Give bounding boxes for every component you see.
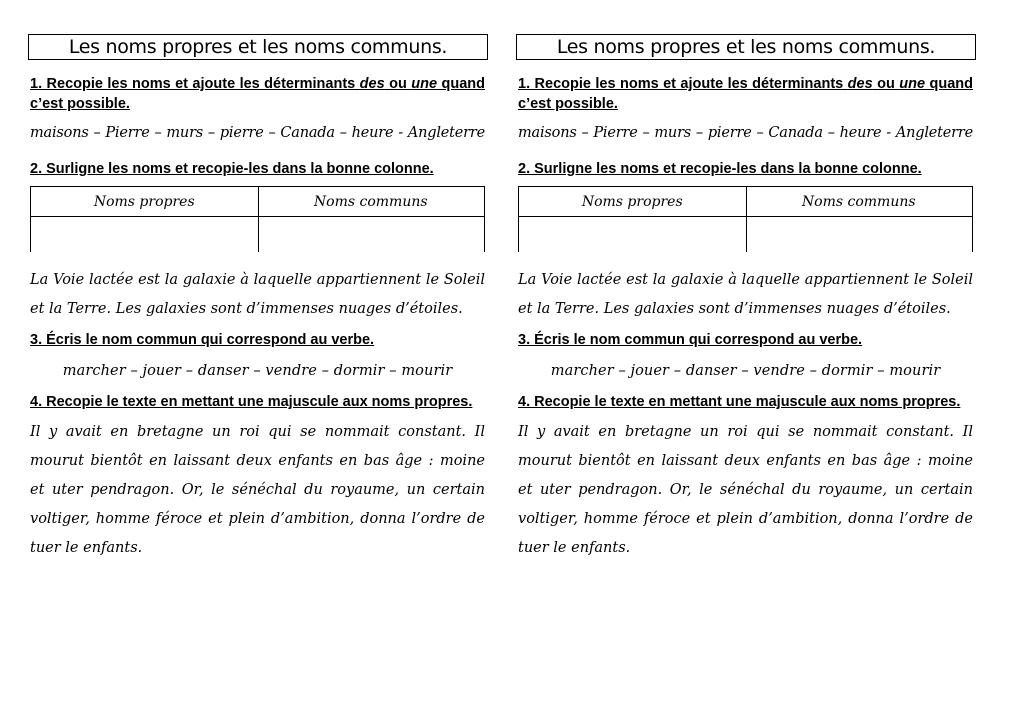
exercise-1-emphasis-une: une — [899, 76, 926, 92]
table-header-common-nouns: Noms communs — [313, 194, 428, 210]
noun-sorting-table — [518, 186, 973, 252]
exercise-4-instruction: 4. Recopie le texte en mettant une majuscule aux noms propres. — [30, 394, 473, 410]
table-header-common-nouns: Noms communs — [801, 194, 916, 210]
table-header-proper-nouns: Noms propres — [581, 194, 683, 210]
exercise-1-text-a: 1. Recopie les noms et ajoute les déterminants — [518, 76, 848, 92]
exercise-1-instruction — [518, 74, 973, 114]
exercise-2-instruction: 2. Surligne les noms et recopie-les dans la bonne colonne. — [518, 161, 922, 177]
exercise-3-instruction: 3. Écris le nom commun qui correspond au verbe. — [30, 332, 375, 348]
exercise-2-text: La Voie lactée est la galaxie à laquelle appartiennent le Soleil et la Terre. Les galaxies sont d’immenses nuages d’étoiles. — [518, 272, 973, 317]
exercise-1-text-c: quand c’est possible. — [30, 76, 485, 112]
exercise-4-text: Il y avait en bretagne un roi qui se nommait constant. Il mourut bientôt en laissant deux enfants en bas âge : moine et uter pendragon. Or, le sénéchal du royaume, un certain voltiger, homme féroce et plein d’ambition, donna l’ordre de tuer le enfants. — [30, 424, 485, 556]
exercise-1-word-list: maisons – Pierre – murs – pierre – Canada – heure - Angleterre — [30, 125, 485, 141]
exercise-4-text: Il y avait en bretagne un roi qui se nommait constant. Il mourut bientôt en laissant deux enfants en bas âge : moine et uter pendragon. Or, le sénéchal du royaume, un certain voltiger, homme féroce et plein d’ambition, donna l’ordre de tuer le enfants. — [518, 424, 973, 556]
table-header-divider — [31, 216, 484, 217]
exercise-1-word-list: maisons – Pierre – murs – pierre – Canada – heure - Angleterre — [518, 125, 973, 141]
exercise-1-text-b: ou — [384, 76, 412, 92]
worksheet-left — [30, 34, 485, 563]
table-header-divider — [519, 216, 972, 217]
worksheet-title: Les noms propres et les noms communs. — [28, 34, 488, 60]
exercise-1-emphasis-une: une — [411, 76, 438, 92]
exercise-3-verb-list: marcher – jouer – danser – vendre – dormir – mourir — [550, 363, 941, 379]
exercise-1-instruction — [30, 74, 485, 114]
exercise-2-text: La Voie lactée est la galaxie à laquelle appartiennent le Soleil et la Terre. Les galaxies sont d’immenses nuages d’étoiles. — [30, 272, 485, 317]
exercise-1-text-a: 1. Recopie les noms et ajoute les déterminants — [30, 76, 360, 92]
worksheet-right — [518, 34, 973, 563]
exercise-4-instruction: 4. Recopie le texte en mettant une majuscule aux noms propres. — [518, 394, 961, 410]
exercise-3-instruction: 3. Écris le nom commun qui correspond au verbe. — [518, 332, 863, 348]
noun-sorting-table — [30, 186, 485, 252]
table-header-proper-nouns: Noms propres — [93, 194, 195, 210]
exercise-2-instruction: 2. Surligne les noms et recopie-les dans la bonne colonne. — [30, 161, 434, 177]
exercise-1-text-b: ou — [872, 76, 900, 92]
exercise-1-text-c: quand c’est possible. — [518, 76, 973, 112]
exercise-3-verb-list: marcher – jouer – danser – vendre – dormir – mourir — [62, 363, 453, 379]
exercise-1-emphasis-des: des — [847, 76, 873, 92]
exercise-1-emphasis-des: des — [359, 76, 385, 92]
worksheet-title: Les noms propres et les noms communs. — [516, 34, 976, 60]
